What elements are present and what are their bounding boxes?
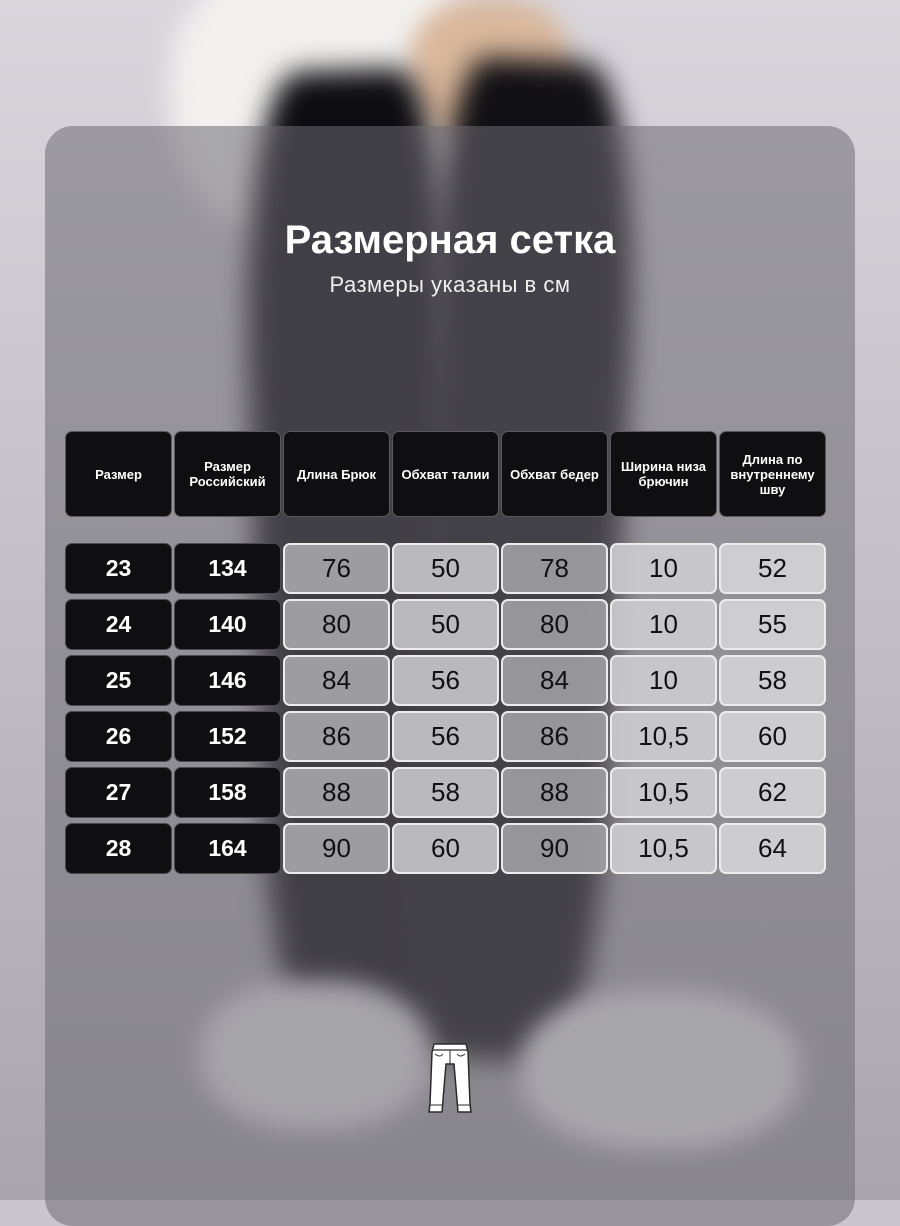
page-title: Размерная сетка: [284, 218, 616, 262]
table-cell: 158: [174, 767, 281, 818]
table-cell: 80: [501, 599, 608, 650]
table-cell: 78: [501, 543, 608, 594]
table-row: [65, 599, 826, 650]
table-cell: 80: [283, 599, 390, 650]
table-cell: 10,5: [610, 711, 717, 762]
header-trouser-length: Длина Брюк: [283, 431, 390, 517]
table-cell: 25: [65, 655, 172, 706]
table-row: [65, 543, 826, 594]
table-cell: 88: [501, 767, 608, 818]
header-inseam: Длина по внутреннему шву: [719, 431, 826, 517]
page-subtitle: Размеры указаны в см: [329, 272, 571, 297]
table-cell: 62: [719, 767, 826, 818]
table-header: [65, 431, 826, 517]
table-cell: 56: [392, 711, 499, 762]
table-row: [65, 655, 826, 706]
table-cell: 24: [65, 599, 172, 650]
table-row: [65, 823, 826, 874]
table-cell: 50: [392, 543, 499, 594]
table-cell: 10: [610, 655, 717, 706]
table-row: [65, 711, 826, 762]
table-cell: 90: [501, 823, 608, 874]
table-cell: 60: [392, 823, 499, 874]
table-cell: 10,5: [610, 823, 717, 874]
table-cell: 10: [610, 599, 717, 650]
table-cell: 10,5: [610, 767, 717, 818]
table-cell: 140: [174, 599, 281, 650]
table-cell: 58: [719, 655, 826, 706]
table-cell: 84: [501, 655, 608, 706]
header-size: Размер: [65, 431, 172, 517]
table-cell: 28: [65, 823, 172, 874]
table-cell: 50: [392, 599, 499, 650]
table-cell: 90: [283, 823, 390, 874]
table-cell: 58: [392, 767, 499, 818]
header-waist: Обхват талии: [392, 431, 499, 517]
table-cell: 10: [610, 543, 717, 594]
table-cell: 76: [283, 543, 390, 594]
table-cell: 56: [392, 655, 499, 706]
table-cell: 27: [65, 767, 172, 818]
table-cell: 86: [283, 711, 390, 762]
table-cell: 52: [719, 543, 826, 594]
pants-icon: [428, 1042, 472, 1114]
table-cell: 146: [174, 655, 281, 706]
header-hips: Обхват бедер: [501, 431, 608, 517]
table-cell: 86: [501, 711, 608, 762]
table-cell: 23: [65, 543, 172, 594]
table-cell: 55: [719, 599, 826, 650]
table-cell: 84: [283, 655, 390, 706]
table-cell: 88: [283, 767, 390, 818]
table-cell: 164: [174, 823, 281, 874]
table-cell: 64: [719, 823, 826, 874]
header-russian-size: Размер Российский: [174, 431, 281, 517]
table-cell: 134: [174, 543, 281, 594]
table-body: [65, 543, 826, 879]
table-cell: 152: [174, 711, 281, 762]
header-hem-width: Ширина низа брючин: [610, 431, 717, 517]
table-cell: 60: [719, 711, 826, 762]
table-row: [65, 767, 826, 818]
table-cell: 26: [65, 711, 172, 762]
